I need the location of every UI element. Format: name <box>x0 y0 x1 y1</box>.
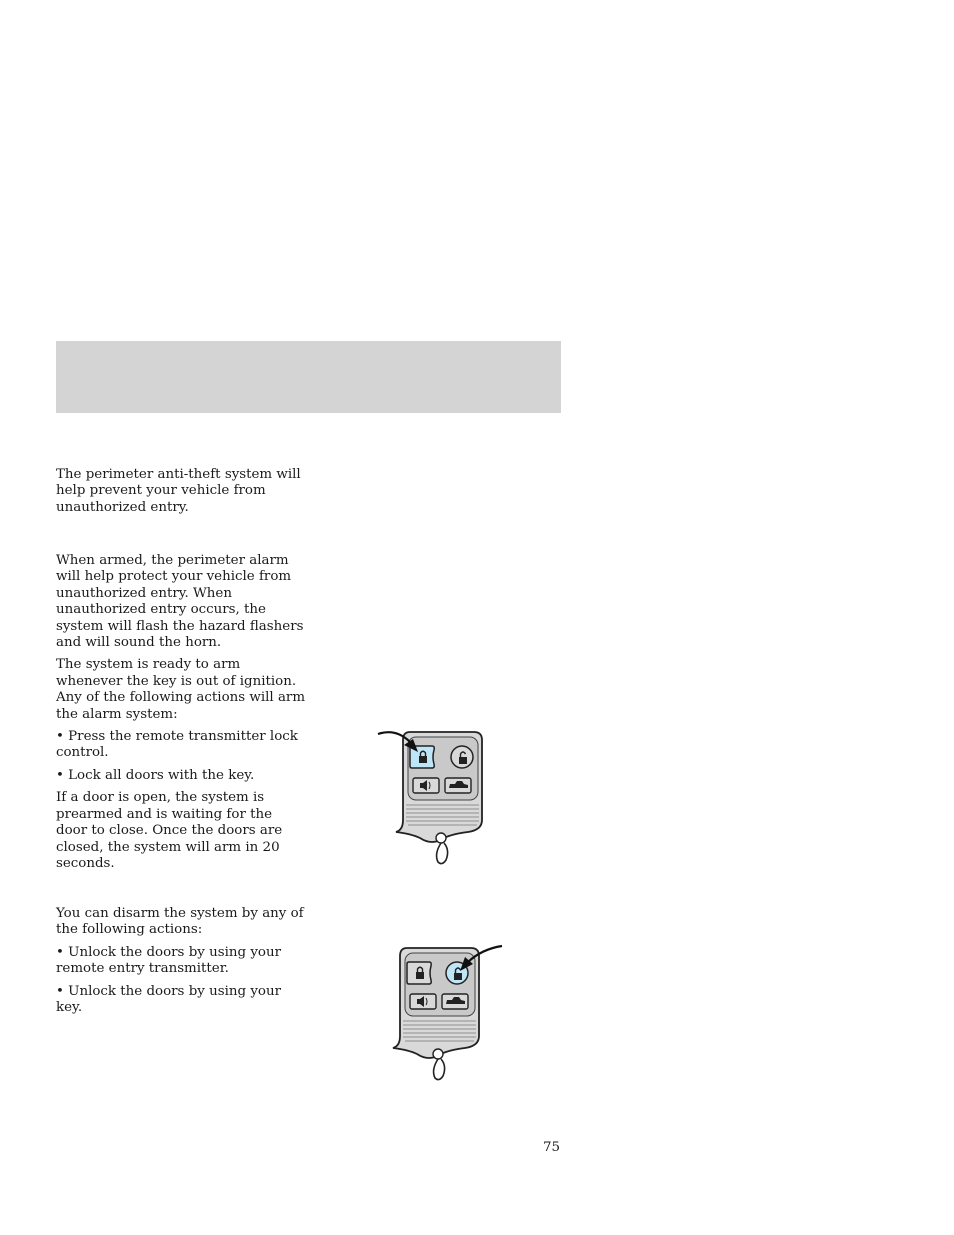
disarm-bullet-key: • Unlock the doors by using your key. <box>56 983 281 1016</box>
arm-bullet-remote: • Press the remote transmitter lock control. <box>56 729 298 761</box>
trunk-button <box>442 994 468 1009</box>
panic-button <box>410 994 436 1009</box>
disarm-bullet-remote: • Unlock the doors by using your remote entry transmitter. <box>56 944 281 977</box>
arming-block <box>56 553 306 872</box>
ready-paragraph: The system is ready to arm whenever the key is out of ignition. Any of the following actions will arm the alarm system: <box>56 657 306 722</box>
remote-fob-lock-figure <box>372 722 492 867</box>
disarm-paragraph: You can disarm the system by any of the following actions: <box>56 906 304 938</box>
section-header-band <box>56 341 561 413</box>
disarming-block <box>56 906 306 1016</box>
intro-paragraph: The perimeter anti-theft system will help prevent your vehicle from unauthorized entry. <box>56 467 301 515</box>
prearmed-paragraph: If a door is open, the system is prearmed and is waiting for the door to close. Once the doors are closed, the system will arm in 20 seconds. <box>56 790 283 871</box>
key-ring <box>433 1049 445 1080</box>
armed-paragraph: When armed, the perimeter alarm will help protect your vehicle from unauthorized entry. When unauthorized entry occurs, the system will flash the hazard flashers and will sound the horn. <box>56 553 304 651</box>
intro-block <box>56 467 306 516</box>
key-ring <box>436 833 448 864</box>
unlock-button <box>451 746 473 768</box>
arm-bullet-key: • Lock all doors with the key. <box>56 767 255 783</box>
page-number: 75 <box>542 1140 560 1155</box>
panic-button <box>413 778 439 793</box>
trunk-button <box>445 778 471 793</box>
lock-button <box>407 962 431 984</box>
remote-fob-unlock-figure <box>372 940 507 1085</box>
